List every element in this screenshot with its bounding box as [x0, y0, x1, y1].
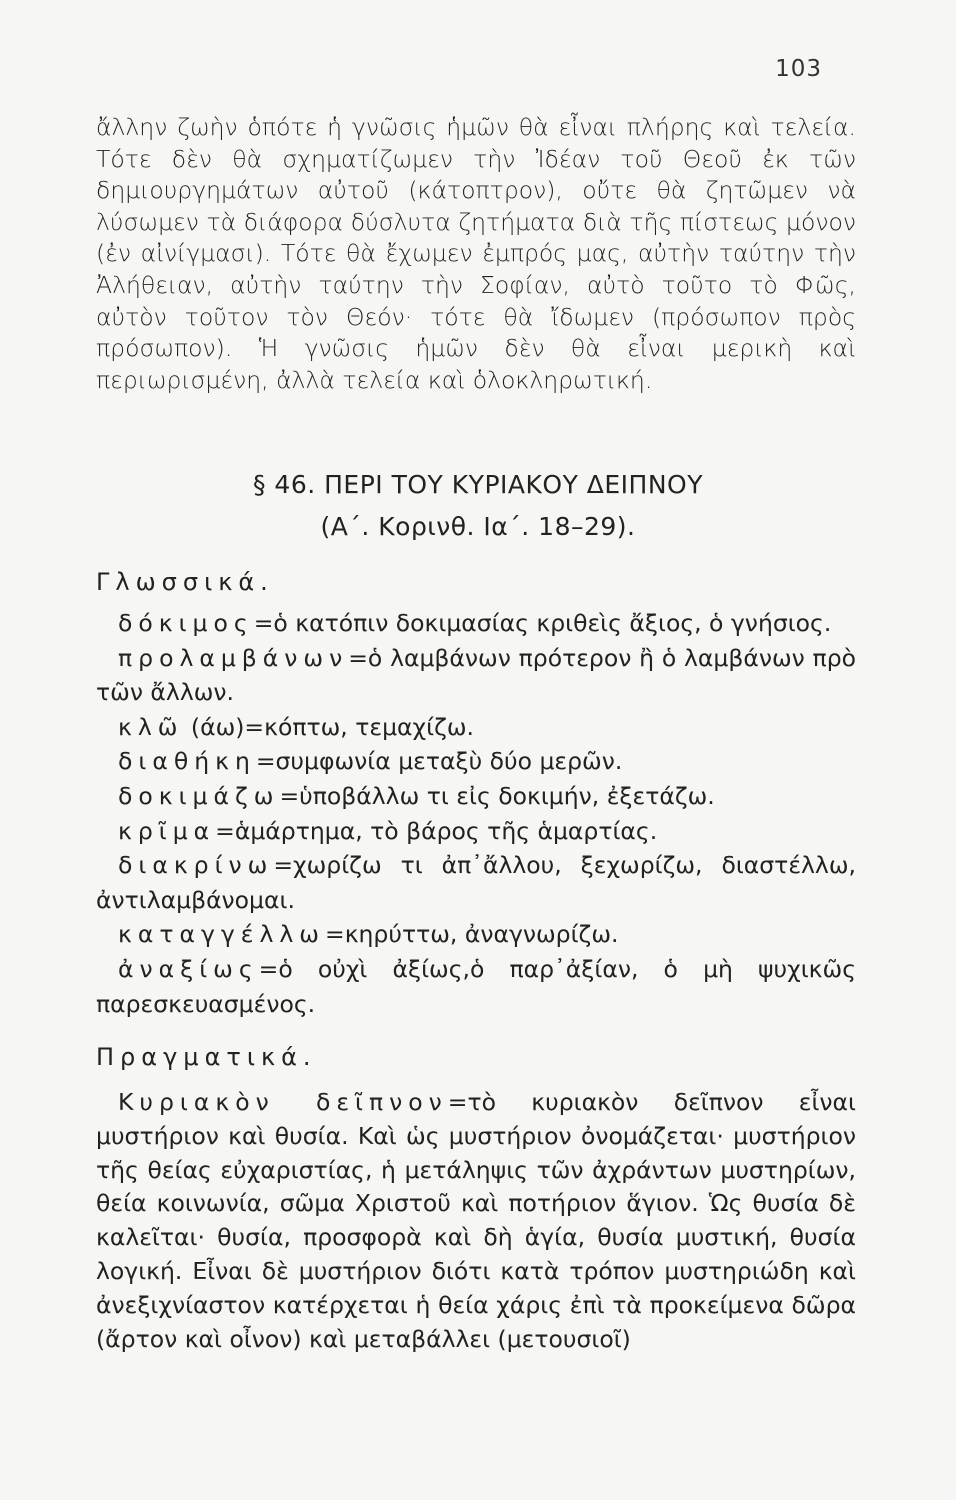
glossary-definition: (άω)=κόπτω, τεμαχίζω. — [183, 712, 474, 741]
glossary-term: καταγγέλλω — [118, 920, 325, 949]
realia-term: Κυριακὸν δεῖπνον — [118, 1088, 448, 1116]
glossary-entry — [96, 641, 856, 710]
glossary-entry — [96, 606, 856, 641]
glossary-entry — [96, 952, 856, 1021]
glossary-term: δοκιμάζω — [118, 781, 280, 810]
glossary-entry — [96, 744, 856, 779]
realia-text: =τὸ κυριακὸν δεῖπνον εἶναι μυστήριον καὶ θυσία. Καὶ ὡς μυστήριον ὀνομάζεται· μυστήριον τῆς θείας εὐχαριστίας, ἡ μετάληψις τῶν ἀχράντων μυστηρίων, θεία κοινωνία, σῶμα Χριστοῦ καὶ ποτήριον ἅγιον. Ὡς θυσία δὲ καλεῖται· θυσία, προσφορὰ καὶ δὴ ἁγία, θυσία μυστική, θυσία λογική. Εἶναι δὲ μυστήριον διότι κατὰ τρόπον μυστηριώδη καὶ ἀνεξιχνίαστον κατέρχεται ἡ θεία χάρις ἐπὶ τὰ προκείμενα δῶρα (ἄρτον καὶ οἶνον) καὶ μεταβάλλει (μετουσιοῖ) — [96, 1088, 856, 1353]
glossary-definition: =συμφωνία μεταξὺ δύο μερῶν. — [255, 747, 623, 776]
glossary-term: δόκιμος — [118, 609, 254, 637]
section-subtitle: (Α΄. Κορινθ. Ια΄. 18–29). — [320, 512, 636, 541]
glossary-entry — [96, 779, 856, 814]
intro-paragraph: ἄλλην ζωὴν ὁπότε ἡ γνῶσις ἡμῶν θὰ εἶναι πλήρης καὶ τελεία. Τότε δὲν θὰ σχηματίζωμεν τὴν Ἰδέαν τοῦ Θεοῦ ἐκ τῶν δημιουργημάτων αὐτοῦ (κάτοπτρον), οὔτε θὰ ζητῶμεν νὰ λύσωμεν τὰ διάφορα δύσλυτα ζητήματα διὰ τῆς πίστεως μόνον (ἐν αἰνίγμασι). Τότε θὰ ἔχωμεν ἐμπρός μας, αὐτὴν ταύτην τὴν Ἀλήθειαν, αὐτὴν ταύτην τὴν Σοφίαν, αὐτὸ τοῦτο τὸ Φῶς, αὐτὸν τοῦτον τὸν Θεόν· τότε θὰ ἴδωμεν (πρόσωπον πρὸς πρόσωπον). Ἡ γνῶσις ἡμῶν δὲν θὰ εἶναι μερικὴ καὶ περιωρισμένη, ἀλλὰ τελεία καὶ ὁλοκληρωτική. — [96, 113, 856, 394]
glossary-heading: Γλωσσικά. — [96, 568, 274, 596]
glossary-definition: =ὁ κατόπιν δοκιμασίας κριθεὶς ἄξιος, ὁ γνήσιος. — [253, 609, 832, 637]
realia-heading: Πραγματικά. — [96, 1043, 317, 1071]
glossary-definition: =κηρύττω, ἀναγνωρίζω. — [325, 920, 619, 949]
glossary-term: κλῶ — [118, 712, 184, 741]
realia-paragraph — [96, 1086, 856, 1356]
glossary-definition: =ὁ οὐχὶ ἀξίως,ὁ παρ᾽ἀξίαν, ὁ μὴ ψυχικῶς παρεσκευασμένος. — [96, 954, 856, 1018]
glossary-term: ἀναξίως — [118, 954, 259, 983]
glossary-definition: =ὁ λαμβάνων πρότερον ἢ ὁ λαμβάνων πρὸ τῶν ἄλλων. — [96, 643, 856, 707]
glossary-term: κρῖμα — [118, 816, 216, 845]
glossary-list — [96, 606, 856, 1021]
section-title: § 46. ΠΕΡΙ ΤΟΥ ΚΥΡΙΑΚΟΥ ΔΕΙΠΝΟΥ — [252, 470, 704, 499]
glossary-term: διαθήκη — [118, 747, 256, 776]
glossary-definition: =ὑποβάλλω τι εἰς δοκιμήν, ἐξετάζω. — [279, 781, 715, 810]
glossary-entry — [96, 710, 856, 745]
glossary-entry — [96, 848, 856, 917]
glossary-entry — [96, 917, 856, 952]
glossary-entry — [96, 814, 856, 849]
page-number: 103 — [775, 56, 822, 82]
glossary-definition: =ἁμάρτημα, τὸ βάρος τῆς ἁμαρτίας. — [215, 816, 658, 845]
glossary-term: διακρίνω — [118, 851, 274, 880]
glossary-definition: =χωρίζω τι ἀπ᾽ἄλλου, ξεχωρίζω, διαστέλλω, ἀντιλαμβάνομαι. — [96, 851, 856, 914]
glossary-term: προλαμβάνων — [118, 643, 349, 672]
